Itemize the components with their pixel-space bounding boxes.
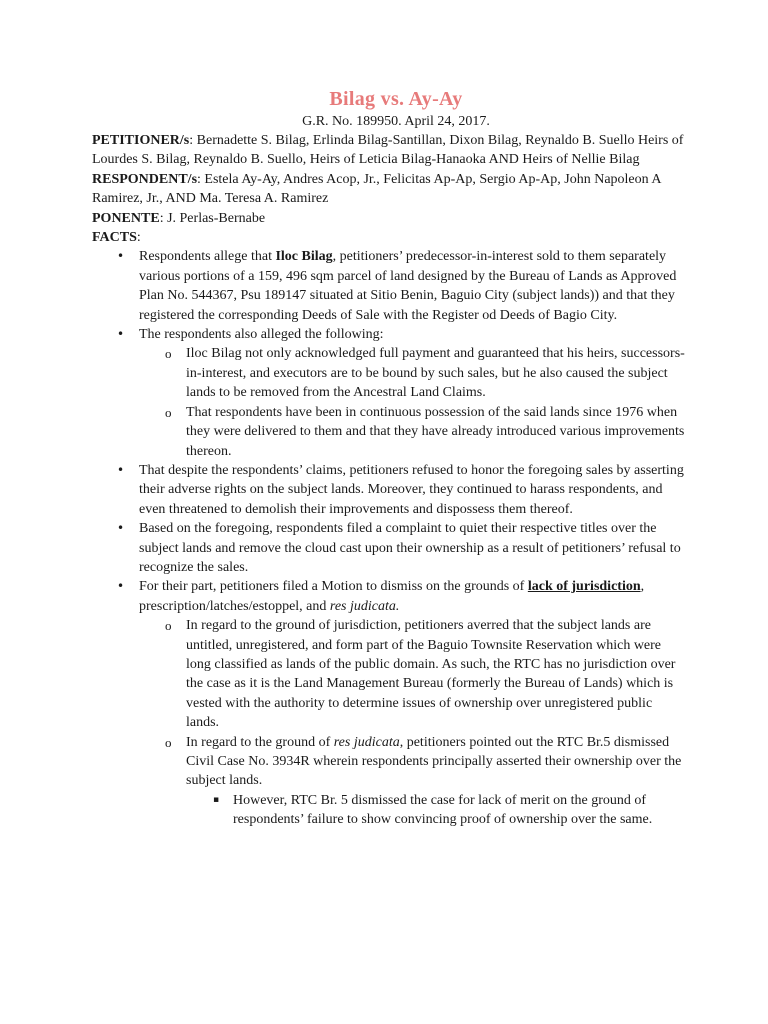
- list-item: • That despite the respondents’ claims, petitioners refused to honor the foregoing sales by asserting their adverse rights on the subject lands. Moreover, they continued to harass respondents, and even threatened to demolish their improvements and dispossess them thereof.: [92, 461, 688, 519]
- sub-list: [139, 344, 688, 460]
- sub-list: [139, 616, 688, 829]
- sub-list-item: o In regard to the ground of jurisdiction, petitioners averred that the subject lands are untitled, unregistered, and form part of the Baguio Townsite Reservation which were long classified as lands of the public domain. As such, the RTC has no jurisdiction over the case as it is the Land Management Bureau (formerly the Bureau of Lands) which is vested with the authority to determine issues of ownership over unregistered public lands.: [139, 616, 688, 732]
- case-citation: G.R. No. 189950. April 24, 2017.: [302, 114, 490, 129]
- ponente-label: PONENTE: [92, 210, 160, 226]
- sub-sub-list: [186, 791, 688, 830]
- list-item: • Respondents allege that Iloc Bilag, petitioners’ predecessor-in-interest sold to them separately various portions of a 159, 496 sqm parcel of land designed by the Bureau of Lands as Approved Plan No. 544367, Psu 189147 situated at Sitio Benin, Baguio City (subject lands)) and that they registered the corresponding Deeds of Sale with the Register od Deeds of Bagio City.: [92, 247, 688, 325]
- sub-list-item: o Iloc Bilag not only acknowledged full payment and guaranteed that his heirs, successors-in-interest, and executors are to be bound by such sales, but he also caused the subject lands to be removed from the Ancestral Land Claims.: [139, 344, 688, 402]
- respondents-text: : Estela Ay-Ay, Andres Acop, Jr., Felicitas Ap-Ap, Sergio Ap-Ap, John Napoleon A Ramirez, Jr., AND Ma. Teresa A. Ramirez: [92, 171, 661, 207]
- facts-label: FACTS: [92, 230, 137, 246]
- list-item: • Based on the foregoing, respondents filed a complaint to quiet their respective titles over the subject lands and remove the cloud cast upon their ownership as a result of petitioners’ refusal to recognize the sales.: [92, 519, 688, 577]
- list-item: • The respondents also alleged the following: o Iloc Bilag not only acknowledged full payment and guaranteed that his heirs, successors-in-interest, and executors are to be bound by such sales, but he also caused the subject lands to be removed from the Ancestral Land Claims. o That respondents have been in continuous possession of the said lands since 1976 when they were delivered to them and that they have already introduced various improvements thereon.: [92, 325, 688, 461]
- list-item: • For their part, petitioners filed a Motion to dismiss on the grounds of lack of jurisdiction, prescription/latches/estoppel, and res judicata. o In regard to the ground of jurisdiction, petitioners averred that the subject lands are untitled, unregistered, and form part of the Baguio Townsite Reservation which were long classified as lands of the public domain. As such, the RTC has no jurisdiction over the case as it is the Land Management Bureau (formerly the Bureau of Lands) which is vested with the authority to determine issues of ownership over unregistered public lands. o In regard to the ground of res judicata, petitioners pointed out the RTC Br.5 dismissed Civil Case No. 3934R wherein respondents principally asserted their ownership over the subject lands. ▪ However, RTC Br. 5 dismissed the case for lack of merit on the ground of respondents’ failure to show convincing proof of ownership over the same.: [92, 577, 688, 829]
- respondents-label: RESPONDENT/s: [92, 171, 198, 187]
- sub-list-item: o In regard to the ground of res judicata, petitioners pointed out the RTC Br.5 dismissed Civil Case No. 3934R wherein respondents principally asserted their ownership over the subject lands. ▪ However, RTC Br. 5 dismissed the case for lack of merit on the ground of respondents’ failure to show convincing proof of ownership over the same.: [139, 733, 688, 830]
- ponente-text: : J. Perlas-Bernabe: [159, 210, 266, 226]
- petitioners-label: PETITIONER/s: [92, 133, 190, 148]
- respondents-paragraph: [92, 170, 688, 209]
- case-title: Bilag vs. Ay-Ay: [329, 88, 463, 110]
- facts-list: [92, 247, 688, 829]
- sub-list-item: o That respondents have been in continuous possession of the said lands since 1976 when they were delivered to them and that they have already introduced various improvements thereon.: [139, 403, 688, 461]
- petitioners-paragraph: [92, 131, 688, 170]
- facts-heading: FACTS:: [92, 230, 141, 246]
- petitioners-text: : Bernadette S. Bilag, Erlinda Bilag-Santillan, Dixon Bilag, Reynaldo B. Suello Heirs of Lourdes S. Bilag, Reynaldo B. Suello, Heirs of Leticia Bilag-Hanaoka AND Heirs of Nellie Bilag: [92, 133, 684, 168]
- ponente-paragraph: [92, 209, 688, 228]
- sub-sub-list-item: ▪ However, RTC Br. 5 dismissed the case for lack of merit on the ground of respondents’ failure to show convincing proof of ownership over the same.: [186, 791, 688, 830]
